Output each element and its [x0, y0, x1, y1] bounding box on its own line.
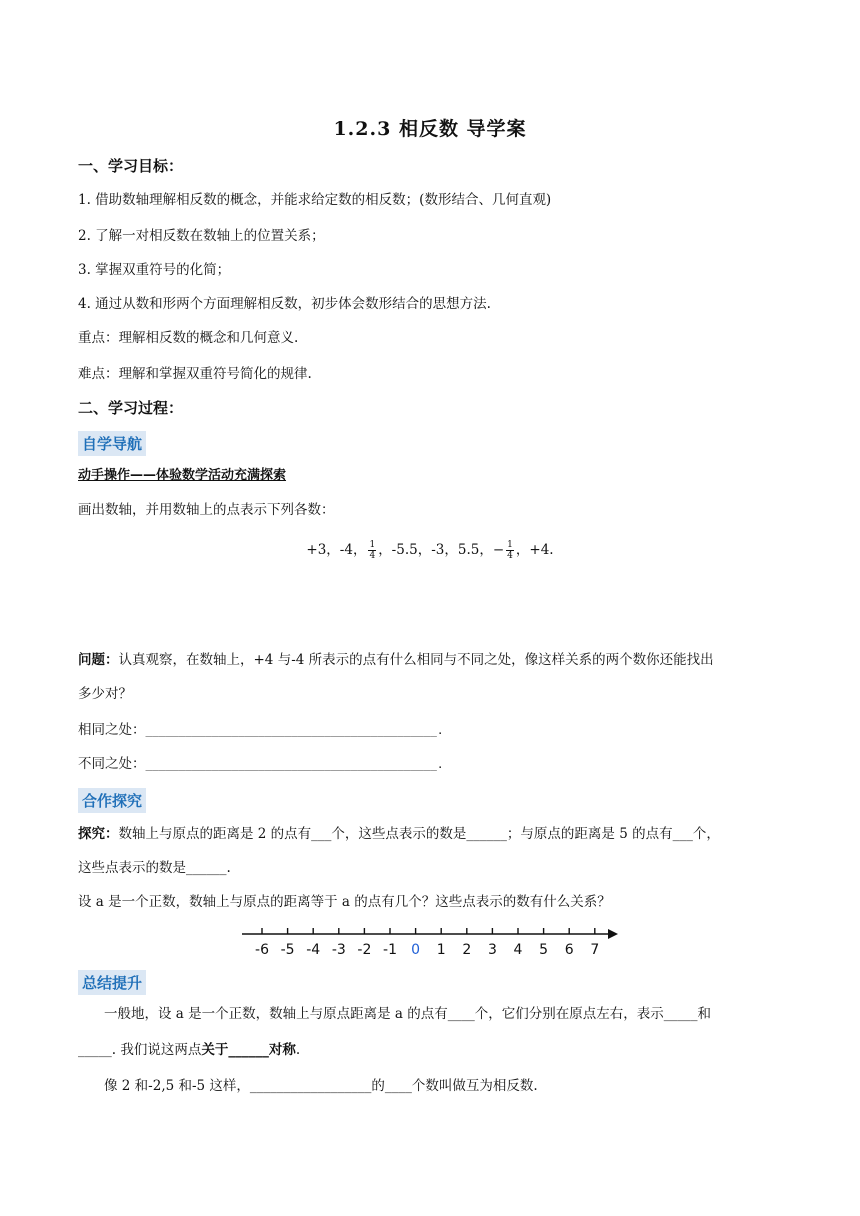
explore-label: 探究： — [78, 826, 119, 842]
explore-question: 设 a 是一个正数，数轴上与原点的距离等于 a 的点有几个？这些点表示的数有什么关系？ — [78, 894, 611, 910]
activity-description: 画出数轴，并用数轴上的点表示下列各数： — [78, 502, 335, 518]
number-line-label: 0 — [411, 942, 421, 958]
question-label: 问题： — [78, 652, 119, 668]
activity-title: 动手操作——体验数学活动充满探索 — [78, 468, 287, 483]
badge-self-study: 自学导航 — [78, 431, 146, 456]
summary-line-1: 一般地，设 a 是一个正数，数轴上与原点距离是 a 的点有____个，它们分别在原点左右，表示_____和 — [104, 1006, 712, 1022]
summary-text: _____. 我们说这两点 — [78, 1042, 202, 1058]
summary-line-2 — [78, 1040, 300, 1060]
number-line-label: -5 — [280, 942, 295, 958]
number-line-label: -4 — [306, 942, 321, 958]
section-process-heading: 二、学习过程： — [78, 399, 184, 417]
badge-cooperative: 合作探究 — [78, 788, 146, 813]
question — [78, 650, 714, 670]
diff-answer-blank[interactable]: ____________________________________________. — [145, 758, 444, 771]
page-title: 1.2.3 相反数 导学案 — [333, 118, 527, 140]
explore — [78, 824, 720, 844]
number-line-label: 3 — [487, 942, 497, 958]
number-line-label: 5 — [539, 942, 549, 958]
question-text-cont: 多少对？ — [78, 686, 132, 702]
numbers-part2: ，-5.5，-3，5.5， — [378, 542, 493, 558]
number-line-label: 7 — [590, 942, 600, 958]
summary-period: . — [295, 1042, 301, 1058]
section-goals-heading: 一、学习目标： — [78, 157, 184, 175]
badge-summary: 总结提升 — [78, 970, 146, 995]
number-line — [240, 922, 630, 962]
number-line-label: 4 — [513, 942, 523, 958]
fraction-one-quarter: $\frac{1}{4}$ — [369, 540, 376, 561]
diff-label: 不同之处： — [78, 756, 146, 772]
fraction-negative-quarter: $\frac{1}{4}$ — [507, 540, 513, 561]
numbers-list — [0, 538, 860, 561]
number-line-label: 6 — [564, 942, 574, 958]
number-line-label: -3 — [331, 942, 346, 958]
difficult-point: 难点：理解和掌握双重符号简化的规律. — [78, 366, 312, 382]
number-line-label: 2 — [462, 942, 472, 958]
summary-symmetry: 关于______对称 — [201, 1042, 296, 1058]
numbers-part3: ，+4. — [515, 542, 554, 558]
summary-line-3: 像 2 和-2,5 和-5 这样，__________________的____个数叫做互为相反数. — [104, 1078, 538, 1094]
goal-item: 2. 了解一对相反数在数轴上的位置关系； — [78, 228, 325, 244]
goal-item: 3. 掌握双重符号的化简； — [78, 262, 231, 278]
number-line-label: -6 — [255, 942, 269, 958]
number-line-arrow-icon — [608, 929, 618, 939]
question-text: 认真观察，在数轴上，+4 与-4 所表示的点有什么相同与不同之处，像这样关系的两个数你还能找出 — [118, 652, 714, 668]
minus-sign: − — [492, 542, 505, 558]
diff-row — [78, 754, 444, 775]
key-point: 重点：理解相反数的概念和几何意义. — [78, 330, 299, 346]
numbers-part1: +3，-4， — [306, 542, 367, 558]
same-row — [78, 720, 444, 741]
explore-text-cont: 这些点表示的数是______. — [78, 860, 231, 876]
goal-item: 4. 通过从数和形两个方面理解相反数，初步体会数形结合的思想方法. — [78, 296, 491, 312]
same-answer-blank[interactable]: ____________________________________________. — [145, 724, 444, 737]
explore-text: 数轴上与原点的距离是 2 的点有___个，这些点表示的数是______；与原点的距离是 5 的点有___个， — [118, 826, 720, 842]
number-line-label: 1 — [436, 942, 446, 958]
goal-item: 1. 借助数轴理解相反数的概念，并能求给定数的相反数；(数形结合、几何直观) — [78, 192, 552, 208]
same-label: 相同之处： — [78, 722, 146, 738]
number-line-label: -2 — [357, 942, 372, 958]
number-line-label: -1 — [383, 942, 397, 958]
